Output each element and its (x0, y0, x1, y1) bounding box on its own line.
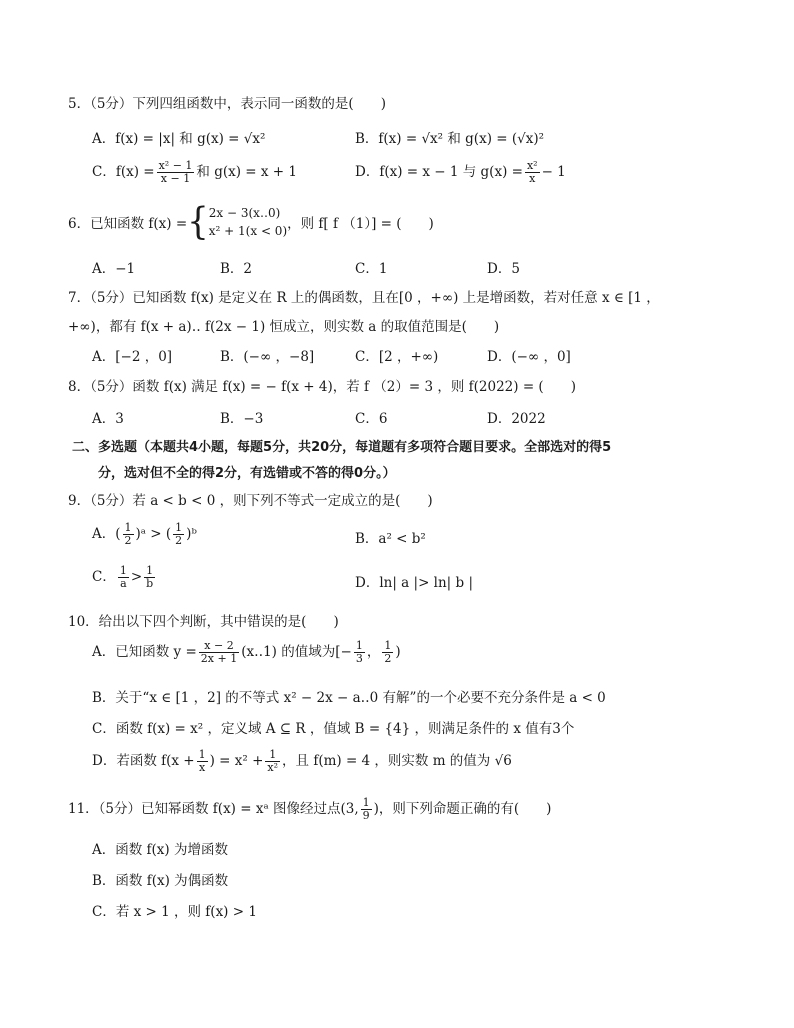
q5-option-d (355, 160, 566, 185)
q9-a-fraction-2 (173, 522, 184, 546)
q5-option-b: B．f(x) = √x² 和 g(x) = (√x)² (355, 131, 545, 147)
q5-d-num: x² (526, 159, 538, 173)
q11-stem-post: )，则下列命题正确的有( ) (373, 801, 552, 817)
q9-c-den-2: b (146, 577, 154, 590)
q10-a-mid: (x‥1) 的值域为[− (241, 644, 352, 660)
q6-post: ，则 f[ f （1）] = ( ) (287, 216, 434, 232)
q9-c-fraction-1 (118, 565, 129, 589)
q7-option-d: D．(−∞ ，0] (487, 349, 571, 365)
q5-c-den: x − 1 (160, 172, 191, 185)
q10-a-post: ) (395, 644, 401, 660)
q10-a-fraction-2 (354, 640, 365, 664)
q10-a-fraction-3 (382, 640, 393, 664)
q9-c-fraction-2 (144, 565, 155, 589)
q9-option-a (92, 522, 197, 547)
q10-d-fraction-2 (265, 749, 280, 773)
q9-a-num-1: 1 (124, 521, 132, 535)
q6-option-d: D．5 (487, 261, 520, 277)
q7-stem-line2: +∞)，都有 f(x + a)‥ f(2x − 1) 恒成立，则实数 a 的取值范围是( ) (68, 319, 500, 335)
q5-d-post: − 1 (541, 164, 566, 180)
q9-a-mid: )ᵃ > ( (135, 526, 172, 542)
q10-d-num-1: 1 (198, 748, 206, 762)
q10-d-num-2: 1 (265, 749, 280, 762)
q5-c-fraction (157, 160, 195, 184)
q10-a-pre: A．已知函数 y = (92, 644, 197, 660)
q9-stem: 9．（5分）若 a < b < 0 ，则下列不等式一定成立的是( ) (68, 493, 433, 509)
q9-a-fraction-1 (123, 522, 134, 546)
q10-stem: 10．给出以下四个判断，其中错误的是( ) (68, 614, 339, 630)
q7-option-b: B．(−∞ ，−8] (220, 349, 315, 365)
q10-a-num-3: 1 (384, 639, 392, 653)
q6-case-1: 2x − 3(x‥0) (208, 206, 281, 220)
q8-option-b: B．−3 (220, 411, 264, 427)
q9-c-num-2: 1 (144, 565, 155, 578)
q7-option-a: A．[−2 ，0] (92, 349, 173, 365)
q10-d-post: ，且 f(m) = 4 ，则实数 m 的值为 √6 (282, 753, 512, 769)
q10-a-fraction-1 (199, 640, 239, 664)
q6-pre: 6．已知函数 f(x) = (68, 216, 188, 232)
q10-option-c: C．函数 f(x) = x² ，定义域 A ⊆ R ，值域 B = {4} ，则满足条件的 x 值有3个 (92, 721, 575, 737)
q11-stem (68, 797, 551, 822)
section2-heading-line1: 二、多选题（本题共4小题，每题5分，共20分，每道题有多项符合题目要求。全部选对的得5 (72, 440, 612, 455)
q10-d-mid: ) = x² + (209, 753, 264, 769)
q6-stem (68, 200, 434, 244)
q7-stem-line1: 7．（5分）已知函数 f(x) 是定义在 R 上的偶函数，且在[0 ，+∞) 上是增函数，若对任意 x ∈ [1 ， (68, 290, 660, 306)
q5-c-post: 和 g(x) = x + 1 (196, 164, 297, 180)
q9-a-pre: A．( (92, 526, 121, 542)
q10-d-den-1: x (199, 761, 206, 774)
q6-option-a: A．−1 (92, 261, 136, 277)
q11-stem-den: 9 (362, 809, 370, 822)
q9-a-post: )ᵇ (186, 526, 197, 542)
q10-d-fraction-1 (197, 749, 208, 773)
q11-option-a: A．函数 f(x) 为增函数 (92, 842, 228, 858)
q6-option-c: C．1 (355, 261, 388, 277)
q9-c-pre: C． (92, 569, 116, 585)
q10-d-den-2: x² (267, 761, 279, 774)
q6-brace: { (187, 200, 209, 244)
q10-a-num-1: x − 2 (199, 640, 239, 653)
q10-a-den-1: 2x + 1 (200, 652, 238, 665)
section2-heading-line2: 分，选对但不全的得2分，有选错或不答的得0分。） (98, 466, 396, 481)
q10-a-den-2: 3 (355, 652, 363, 665)
q5-d-den: x (529, 172, 536, 185)
q9-a-den-1: 2 (124, 534, 132, 547)
q11-stem-num: 1 (362, 796, 370, 810)
q6-case-2: x² + 1(x < 0) (208, 224, 288, 238)
q9-a-den-2: 2 (175, 534, 183, 547)
q8-option-c: C．6 (355, 411, 388, 427)
q5-stem: 5．（5分）下列四组函数中，表示同一函数的是( ) (68, 96, 386, 112)
q11-option-c: C．若 x > 1 ，则 f(x) > 1 (92, 904, 257, 920)
q9-option-c (92, 565, 157, 590)
q6-cases (209, 204, 287, 240)
q10-option-a (92, 640, 401, 665)
q11-option-b: B．函数 f(x) 为偶函数 (92, 873, 229, 889)
q9-c-gt: > (130, 569, 143, 585)
q7-option-c: C．[2 ，+∞) (355, 349, 439, 365)
q10-option-b: B．关于“x ∈ [1 ，2] 的不等式 x² − 2x − a‥0 有解”的一个必要不充分条件是 a < 0 (92, 690, 606, 706)
q8-option-a: A．3 (92, 411, 124, 427)
q8-stem: 8．（5分）函数 f(x) 满足 f(x) = − f(x + 4)，若 f （2）= 3 ，则 f(2022) = ( ) (68, 379, 576, 395)
q9-a-num-2: 1 (175, 521, 183, 535)
q5-d-pre: D．f(x) = x − 1 与 g(x) = (355, 164, 523, 180)
q11-stem-pre: 11．（5分）已知幂函数 f(x) = xᵃ 图像经过点(3, (68, 801, 359, 817)
q10-option-d (92, 749, 512, 774)
q5-c-num: x² − 1 (158, 159, 193, 173)
q5-option-a: A．f(x) = |x| 和 g(x) = √x² (92, 131, 266, 147)
q8-option-d: D．2022 (487, 411, 546, 427)
q10-a-num-2: 1 (355, 639, 363, 653)
q10-a-comma: ， (366, 644, 381, 660)
q9-option-d: D．ln| a |> ln| b | (355, 575, 473, 591)
q6-option-b: B．2 (220, 261, 253, 277)
q9-c-num-1: 1 (119, 564, 127, 578)
q5-option-c (92, 160, 297, 185)
q11-stem-fraction (361, 797, 372, 821)
q10-d-pre: D．若函数 f(x + (92, 753, 195, 769)
q10-a-den-3: 2 (384, 652, 392, 665)
q9-option-b: B．a² < b² (355, 531, 426, 547)
q5-c-pre: C．f(x) = (92, 164, 155, 180)
q9-c-den-1: a (120, 577, 127, 590)
q5-d-fraction (525, 160, 540, 184)
